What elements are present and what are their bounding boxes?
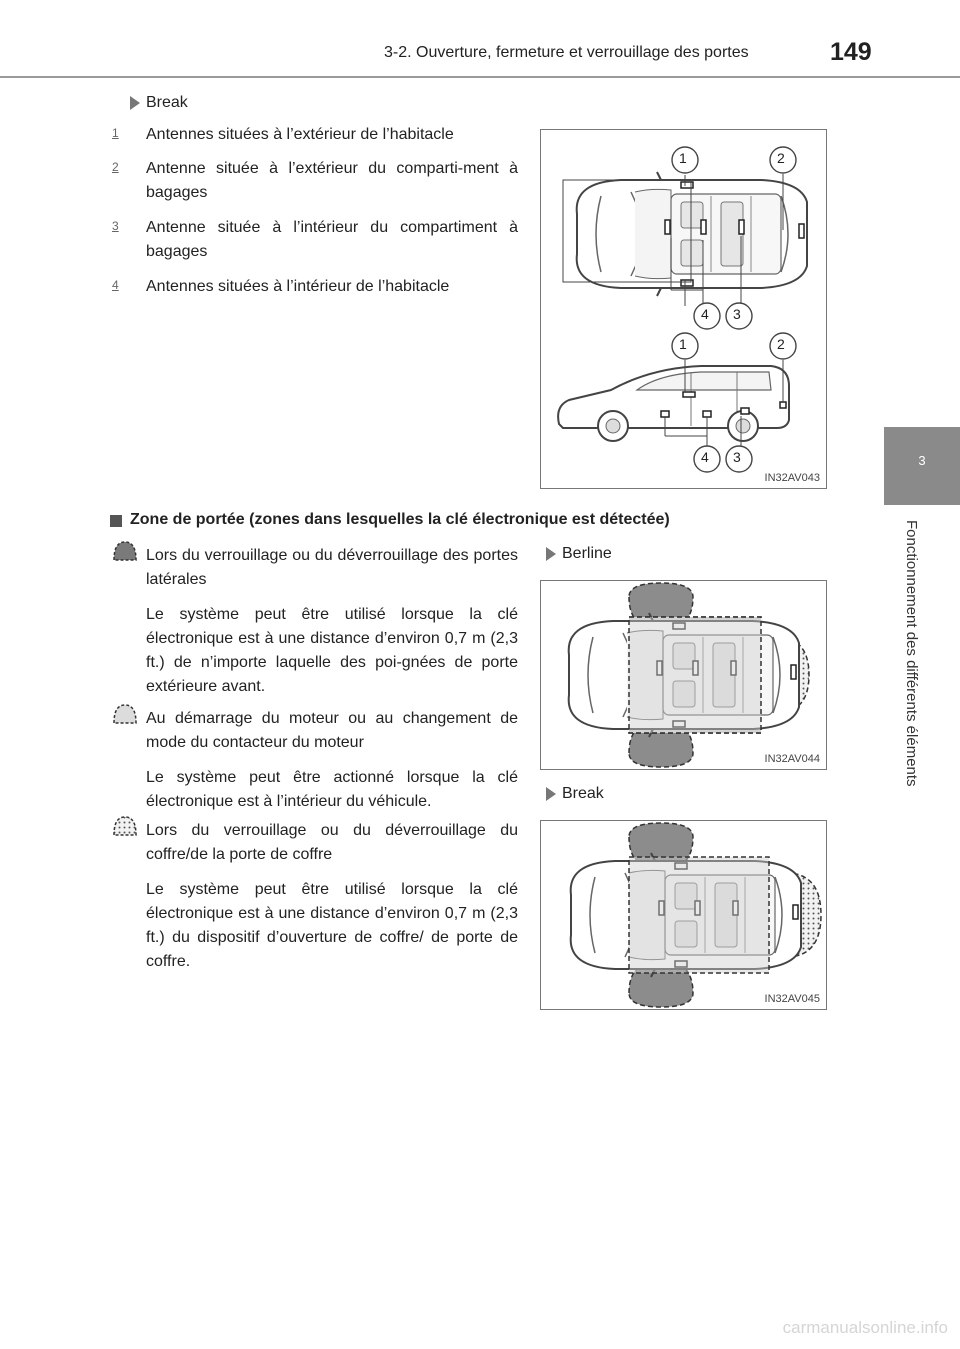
berline-zone-diagram — [541, 581, 826, 769]
callout-4-top: 4 — [701, 306, 709, 322]
antenna-number-4: 4 — [112, 278, 119, 292]
antenna-text-2: Antenne située à l’extérieur du comparti-ment à bagages — [146, 160, 518, 201]
footer-watermark[interactable]: carmanualsonline.info — [782, 1318, 948, 1337]
dark-dome-icon — [112, 540, 138, 562]
zone-heading-1: Lors du verrouillage ou du déverrouillage des portes latérales — [146, 547, 518, 588]
berline-figure — [540, 580, 827, 770]
callout-3-top: 3 — [733, 306, 741, 322]
figure-code: IN32AV043 — [764, 472, 820, 484]
antenna-text-1: Antennes situées à l’extérieur de l’habitacle — [146, 126, 454, 143]
break-figure-code: IN32AV045 — [764, 993, 820, 1005]
callout-4-side: 4 — [701, 449, 709, 465]
triangle-bullet-icon — [546, 787, 556, 801]
zone-text-3: Le système peut être utilisé lorsque la clé électronique est à une distance d’environ 0,7 m (2,3 ft.) du dispositif d’ouverture de coffre/ de porte de coffre. — [146, 881, 518, 970]
callout-2-side: 2 — [777, 336, 785, 352]
callout-1-side: 1 — [679, 336, 687, 352]
berline-label: Berline — [562, 545, 612, 562]
chapter-tab — [884, 427, 960, 505]
chapter-title — [903, 520, 931, 840]
section-square-icon — [110, 515, 122, 527]
break-label: Break — [146, 94, 188, 111]
break-figure — [540, 820, 827, 1010]
dotted-dome-icon — [112, 815, 138, 837]
page-number: 149 — [830, 38, 872, 66]
triangle-bullet-icon — [546, 547, 556, 561]
zone-text-1: Le système peut être utilisé lorsque la clé électronique est à une distance d’environ 0,7 m (2,3 ft.) de n’importe laquelle des poi-gnées de porte extérieure avant. — [146, 606, 518, 695]
chapter-number: 3 — [918, 453, 926, 468]
triangle-bullet-icon — [130, 96, 140, 110]
antenna-number-2: 2 — [112, 160, 119, 174]
zone-heading-3: Lors du verrouillage ou du déverrouillage du coffre/de la porte de coffre — [146, 822, 518, 863]
callout-1-top: 1 — [679, 150, 687, 166]
antenna-text-3: Antenne située à l’intérieur du compartiment à bagages — [146, 219, 518, 260]
zone-text-2: Le système peut être actionné lorsque la clé électronique est à l’intérieur du véhicule. — [146, 769, 518, 810]
antenna-number-1: 1 — [112, 126, 119, 140]
callout-3-side: 3 — [733, 449, 741, 465]
chapter-title-text: Fonctionnement des différents éléments — [903, 520, 920, 787]
antenna-figure — [540, 129, 827, 489]
antenna-number-3: 3 — [112, 219, 119, 233]
section-title: Zone de portée (zones dans lesquelles la clé électronique est détectée) — [130, 511, 670, 528]
break-zone-diagram — [541, 821, 826, 1009]
header-divider — [0, 76, 960, 78]
antenna-text-4: Antennes situées à l’intérieur de l’habitacle — [146, 278, 450, 295]
zone-heading-2: Au démarrage du moteur ou au changement de mode du contacteur du moteur — [146, 710, 518, 751]
berline-figure-code: IN32AV044 — [764, 753, 820, 765]
break-zone-label: Break — [562, 785, 604, 802]
page-header-title: 3-2. Ouverture, fermeture et verrouillage des portes — [384, 44, 749, 61]
antenna-diagram — [541, 130, 826, 488]
light-dome-icon — [112, 703, 138, 725]
callout-2-top: 2 — [777, 150, 785, 166]
